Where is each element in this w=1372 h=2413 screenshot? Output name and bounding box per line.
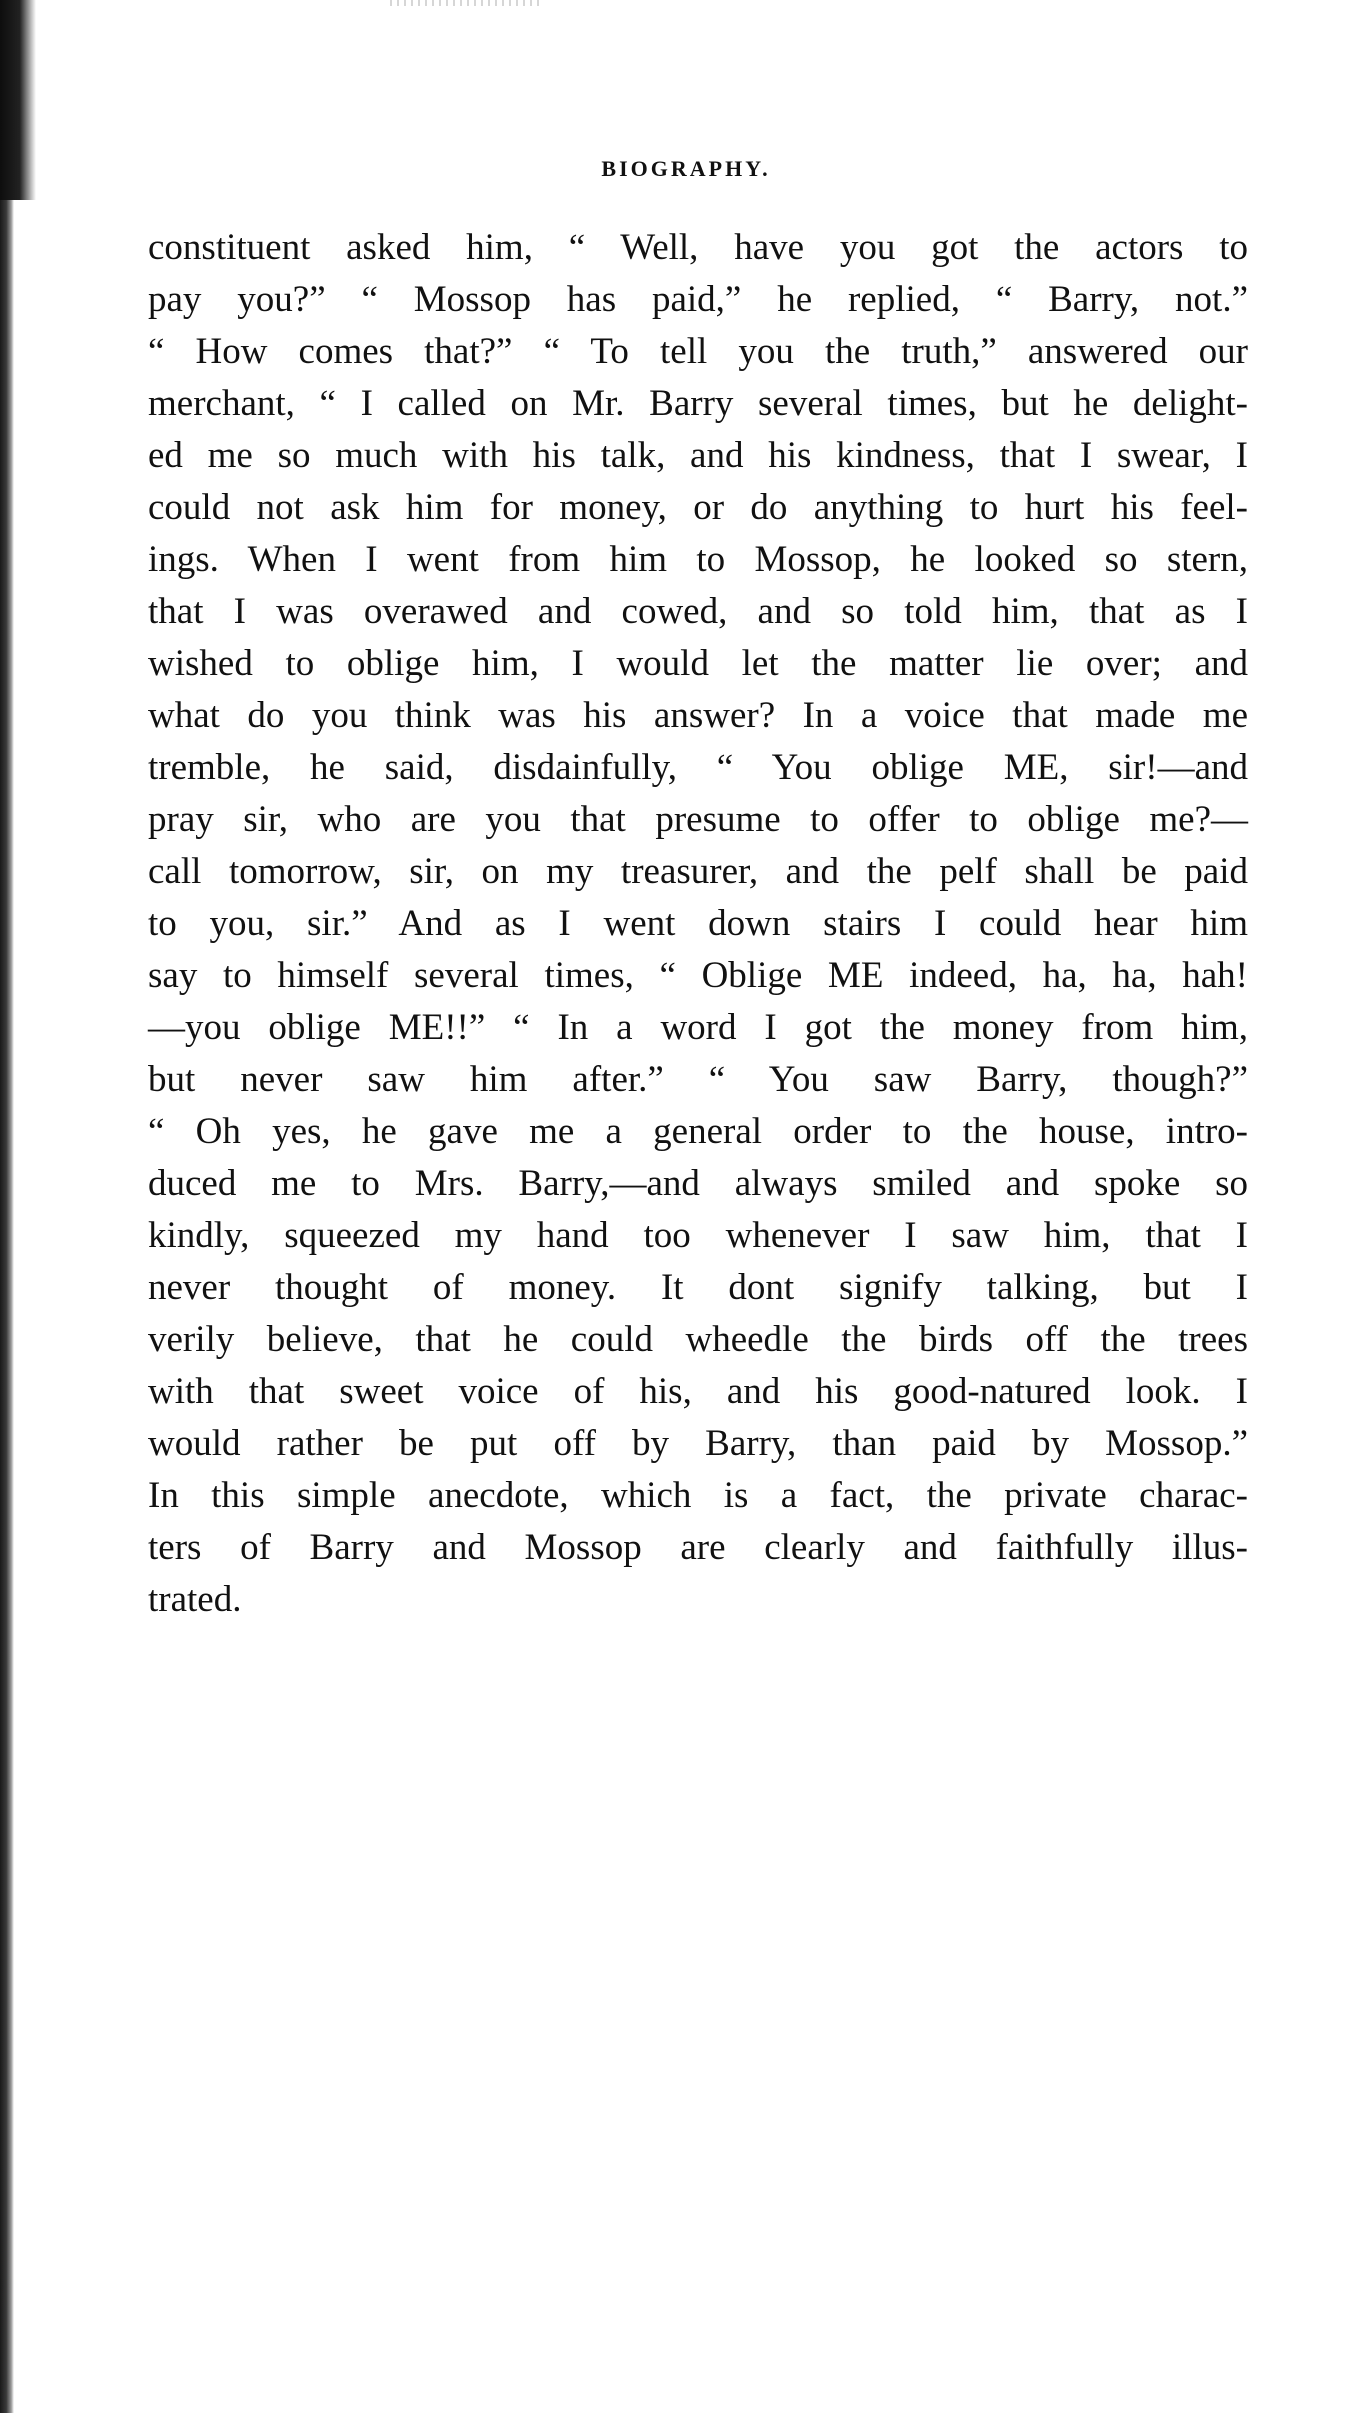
text-line: tremble, he said, disdainfully, “ You oblige ME, sir!—and — [148, 747, 1248, 788]
text-line: never thought of money. It dont signify talking, but I — [148, 1267, 1248, 1308]
text-line: with that sweet voice of his, and his good-natured look. I — [148, 1371, 1248, 1412]
text-line: “ Oh yes, he gave me a general order to the house, intro- — [148, 1111, 1248, 1152]
running-head: BIOGRAPHY. — [601, 156, 771, 181]
text-line: —you oblige ME!!” “ In a word I got the money from him, — [148, 1007, 1248, 1048]
text-line: merchant, “ I called on Mr. Barry several times, but he delight- — [148, 383, 1248, 424]
text-line: duced me to Mrs. Barry,—and always smiled and spoke so — [148, 1163, 1248, 1204]
text-line: ings. When I went from him to Mossop, he looked so stern, — [148, 539, 1248, 580]
text-line: call tomorrow, sir, on my treasurer, and the pelf shall be paid — [148, 851, 1248, 892]
text-line: would rather be put off by Barry, than paid by Mossop.” — [148, 1423, 1248, 1464]
text-line: what do you think was his answer? In a voice that made me — [148, 695, 1248, 736]
text-line: pray sir, who are you that presume to offer to oblige me?— — [148, 799, 1248, 840]
text-line: kindly, squeezed my hand too whenever I saw him, that I — [148, 1215, 1248, 1256]
text-line: say to himself several times, “ Oblige ME indeed, ha, ha, hah! — [148, 955, 1248, 996]
print-specks — [390, 0, 540, 6]
text-line: ters of Barry and Mossop are clearly and faithfully illus- — [148, 1527, 1248, 1568]
text-line: constituent asked him, “ Well, have you got the actors to — [148, 227, 1248, 268]
text-line: trated. — [148, 1579, 242, 1620]
page-binding-edge — [0, 0, 14, 2413]
text-line: “ How comes that?” “ To tell you the truth,” answered our — [148, 331, 1248, 372]
text-line: pay you?” “ Mossop has paid,” he replied, “ Barry, not.” — [148, 279, 1248, 320]
text-line: that I was overawed and cowed, and so told him, that as I — [148, 591, 1248, 632]
text-line: In this simple anecdote, which is a fact, the private charac- — [148, 1475, 1248, 1516]
text-line: but never saw him after.” “ You saw Barry, though?” — [148, 1059, 1248, 1100]
text-line: to you, sir.” And as I went down stairs I could hear him — [148, 903, 1248, 944]
text-line: wished to oblige him, I would let the matter lie over; and — [148, 643, 1248, 684]
text-line: verily believe, that he could wheedle the birds off the trees — [148, 1319, 1248, 1360]
text-line: could not ask him for money, or do anything to hurt his feel- — [148, 487, 1248, 528]
body-text — [148, 222, 1248, 1626]
text-line: ed me so much with his talk, and his kindness, that I swear, I — [148, 435, 1248, 476]
